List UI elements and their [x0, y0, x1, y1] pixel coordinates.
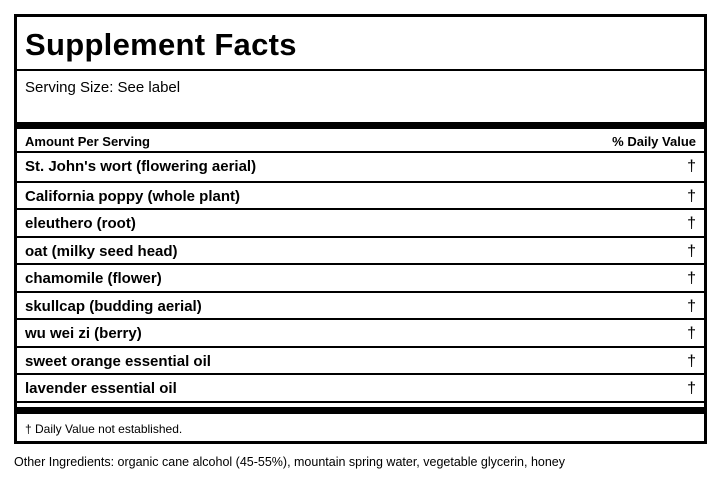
ingredient-row [17, 373, 704, 401]
thick-divider [17, 122, 704, 129]
ingredient-name: oat (milky seed head) [25, 242, 178, 260]
daily-value: † [687, 215, 696, 232]
daily-value: † [687, 242, 696, 260]
daily-value: † [687, 297, 696, 315]
ingredient-row [17, 153, 704, 181]
daily-value: † [687, 158, 696, 175]
daily-value: † [687, 352, 696, 370]
ingredient-name: wu wei zi (berry) [25, 325, 142, 342]
ingredient-name: St. John's wort (flowering aerial) [25, 158, 257, 175]
daily-value: † [687, 187, 696, 205]
ingredient-row [17, 291, 704, 319]
thick-divider [17, 407, 704, 414]
ingredient-row [17, 346, 704, 374]
daily-value-header: % Daily Value [612, 134, 696, 149]
ingredient-name: California poppy (whole plant) [25, 187, 240, 205]
amount-per-serving-header: Amount Per Serving [25, 134, 150, 149]
ingredient-list [17, 153, 704, 401]
ingredient-name: skullcap (budding aerial) [25, 297, 202, 315]
daily-value: † [687, 380, 696, 397]
footnote: † Daily Value not established. [25, 422, 183, 436]
ingredient-row [17, 236, 704, 264]
panel-title: Supplement Facts [25, 27, 297, 62]
ingredient-row [17, 208, 704, 236]
ingredient-name: eleuthero (root) [25, 215, 136, 232]
ingredient-name: chamomile (flower) [25, 270, 162, 287]
ingredient-name: sweet orange essential oil [25, 352, 211, 370]
daily-value: † [687, 325, 696, 342]
divider [17, 69, 704, 71]
divider [17, 401, 704, 403]
serving-size: Serving Size: See label [25, 79, 181, 96]
ingredient-row [17, 263, 704, 291]
ingredient-row [17, 181, 704, 209]
ingredient-name: lavender essential oil [25, 380, 177, 397]
supplement-facts-panel [14, 14, 707, 444]
ingredient-row [17, 318, 704, 346]
other-ingredients: Other Ingredients: organic cane alcohol (45-55%), mountain spring water, vegetable glycerin, honey [14, 455, 566, 469]
daily-value: † [687, 270, 696, 287]
